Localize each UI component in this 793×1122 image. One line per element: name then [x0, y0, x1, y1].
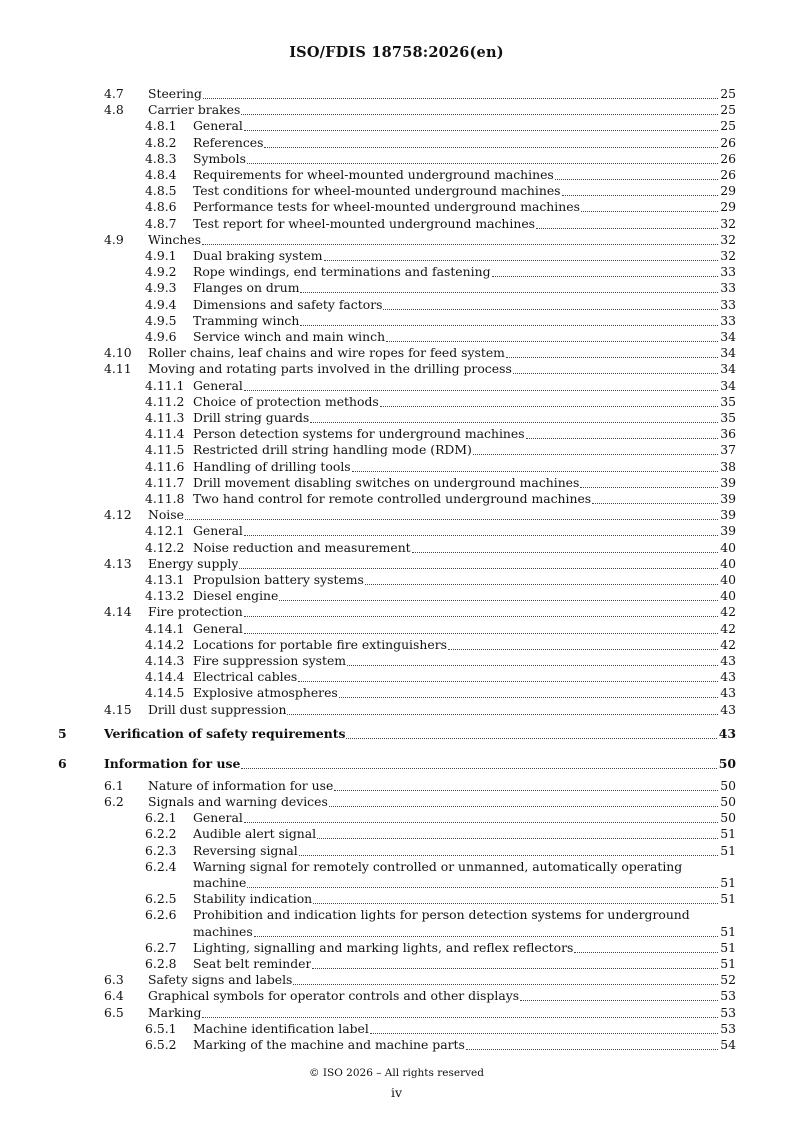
toc-entry-number: 4.13 [104, 555, 132, 571]
toc-entry-title: Carrier brakes [148, 102, 241, 118]
toc-entry-page: 51 [720, 923, 736, 939]
toc-entry-number: 4.9.3 [145, 280, 177, 296]
toc-entry-title: Winches [148, 231, 202, 247]
toc-entry-page: 53 [720, 1020, 736, 1036]
leader-dots [580, 486, 718, 488]
leader-dots [299, 854, 719, 856]
toc-entry-page: 26 [720, 167, 736, 182]
toc-entry-number: 4.9.2 [145, 264, 177, 280]
leader-dots [202, 243, 718, 245]
toc-entry-title: Marking of the machine and machine parts [193, 1037, 465, 1052]
toc-entry-page: 40 [720, 588, 736, 604]
toc-entry-number: 4.10 [104, 345, 132, 361]
toc-entry-page: 43 [720, 669, 736, 685]
leader-dots [247, 162, 718, 164]
toc-entry-title: Graphical symbols for operator controls and other displays [148, 988, 520, 1004]
toc-entry-title: Choice of protection methods [193, 393, 379, 409]
document-header: ISO/FDIS 18758:2026(en) [289, 44, 504, 61]
toc-entry-number: 4.12.2 [145, 539, 185, 555]
toc-entry-title: Drill string guards [193, 410, 310, 425]
toc-entry-number: 4.7 [104, 86, 124, 101]
toc-entry-page: 33 [720, 264, 736, 280]
toc-entry-title: Performance tests for wheel-mounted underground machines [193, 199, 580, 215]
leader-dots [247, 886, 718, 888]
toc-entry-title: Tramming winch [193, 312, 300, 328]
toc-entry-number: 4.14.4 [145, 669, 185, 685]
toc-entry-number: 4.14.3 [145, 653, 185, 668]
leader-dots [298, 680, 718, 682]
toc-entry-number: 6.5.1 [145, 1020, 177, 1036]
toc-entry-number: 6.5.2 [145, 1037, 177, 1052]
leader-dots [329, 805, 718, 807]
leader-dots [244, 534, 718, 536]
toc-entry-page: 39 [720, 491, 736, 506]
toc-entry-page: 43 [720, 653, 736, 668]
leader-dots [536, 227, 718, 229]
leader-dots [264, 146, 718, 148]
leader-dots [300, 324, 718, 326]
toc-entry-page: 34 [720, 377, 736, 393]
leader-dots [383, 308, 718, 310]
toc-entry-title: General [193, 377, 243, 393]
toc-entry-page: 54 [720, 1037, 736, 1052]
leader-dots [279, 599, 718, 601]
toc-entry-number: 4.14.2 [145, 636, 185, 652]
toc-entry-number: 6.2.4 [145, 858, 177, 874]
leader-dots [185, 518, 718, 520]
toc-entry-number: 4.8.4 [145, 167, 177, 182]
toc-entry-number: 4.14.5 [145, 685, 185, 701]
toc-entry-title: Prohibition and indication lights for person detection systems for underground [193, 907, 690, 923]
leader-dots [202, 1016, 718, 1018]
toc-entry-number: 6.2.6 [145, 907, 177, 923]
toc-entry-number: 6.2 [104, 794, 124, 809]
toc-entry-page: 43 [720, 701, 736, 717]
leader-dots [244, 821, 718, 823]
toc-entry-number: 6.2.2 [145, 826, 177, 842]
leader-dots [592, 502, 718, 504]
toc-entry-number: 4.8.1 [145, 118, 177, 134]
toc-entry-page: 50 [718, 755, 736, 771]
leader-dots [334, 789, 718, 791]
toc-entry-number: 4.9.4 [145, 296, 177, 312]
toc-entry-page: 40 [720, 555, 736, 571]
leader-dots [526, 437, 719, 439]
leader-dots [312, 967, 718, 969]
leader-dots [313, 902, 718, 904]
toc-entry-page: 34 [720, 345, 736, 361]
toc-entry-page: 42 [720, 636, 736, 652]
toc-entry-page: 33 [720, 280, 736, 296]
toc-entry-page: 38 [720, 458, 736, 474]
toc-entry-number: 6.2.5 [145, 891, 177, 907]
leader-dots [239, 567, 718, 569]
toc-entry-number: 6.2.3 [145, 842, 177, 858]
toc-entry-title: General [193, 118, 243, 134]
toc-entry-number: 4.11.3 [145, 410, 185, 425]
leader-dots [562, 194, 719, 196]
leader-dots [346, 737, 716, 739]
toc-entry-page: 51 [720, 842, 736, 858]
toc-entry-number: 6.1 [104, 777, 124, 793]
toc-entry-number: 4.11.5 [145, 442, 185, 458]
toc-entry-title: Audible alert signal [193, 826, 317, 842]
toc-entry-title: Reversing signal [193, 842, 298, 858]
toc-entry-title: Symbols [193, 150, 246, 166]
toc-entry-page: 51 [720, 956, 736, 971]
leader-dots [287, 713, 718, 715]
leader-dots [254, 935, 719, 937]
toc-entry-title: Diesel engine [193, 588, 279, 604]
toc-entry-number: 4.11.1 [145, 377, 185, 393]
toc-entry-number: 4.11.7 [145, 474, 185, 490]
toc-entry-page: 32 [720, 231, 736, 247]
leader-dots [310, 421, 718, 423]
leader-dots [300, 291, 718, 293]
toc-entry-title: Information for use [104, 755, 241, 771]
toc-entry-title: Requirements for wheel-mounted underground machines [193, 167, 554, 182]
toc-entry-title: Fire protection [148, 604, 243, 620]
toc-entry-title: Service winch and main winch [193, 329, 386, 344]
leader-dots [506, 356, 718, 358]
leader-dots [352, 470, 719, 472]
toc-entry-page: 53 [720, 1004, 736, 1020]
toc-entry-page: 51 [720, 826, 736, 842]
leader-dots [324, 259, 719, 261]
toc-entry-title: Test conditions for wheel-mounted underground machines [193, 183, 561, 199]
footer-copyright: © ISO 2026 – All rights reserved [309, 1067, 484, 1079]
toc-entry-title: Energy supply [148, 555, 239, 571]
toc-entry-number: 4.13.2 [145, 588, 185, 604]
toc-entry-page: 51 [720, 875, 736, 890]
toc-entry-number: 4.8.2 [145, 134, 177, 150]
leader-dots [244, 615, 719, 617]
leader-dots [386, 340, 718, 342]
toc-entry-title: Verification of safety requirements [104, 725, 346, 741]
toc-entry-page: 29 [720, 183, 736, 199]
toc-entry-title: Dimensions and safety factors [193, 296, 383, 312]
toc-entry-number: 4.9 [104, 231, 124, 247]
toc-entry-number: 4.15 [104, 701, 132, 717]
toc-entry-number: 4.13.1 [145, 572, 185, 587]
toc-entry-title: Locations for portable fire extinguishers [193, 636, 447, 652]
toc-entry-number: 4.14.1 [145, 620, 185, 636]
leader-dots [473, 453, 718, 455]
toc-entry-page: 32 [720, 215, 736, 231]
toc-entry-number: 6.5 [104, 1004, 124, 1020]
toc-entry-page: 51 [720, 891, 736, 907]
toc-entry-page: 39 [720, 507, 736, 523]
toc-entry-number: 4.8.3 [145, 150, 177, 166]
leader-dots [241, 113, 718, 115]
toc-entry-title: Handling of drilling tools [193, 458, 351, 474]
toc-entry-page: 51 [720, 939, 736, 955]
toc-entry-page: 29 [720, 199, 736, 215]
toc-entry-page: 34 [720, 361, 736, 377]
leader-dots [581, 210, 718, 212]
leader-dots [574, 951, 718, 953]
leader-dots [513, 372, 718, 374]
leader-dots [520, 999, 718, 1001]
leader-dots [492, 275, 719, 277]
toc-entry-title: Propulsion battery systems [193, 572, 364, 587]
leader-dots [244, 632, 718, 634]
toc-entry-page: 40 [720, 539, 736, 555]
toc-entry-page: 36 [720, 426, 736, 442]
leader-dots [466, 1048, 718, 1050]
toc-entry-page: 39 [720, 474, 736, 490]
toc-entry-title: Safety signs and labels [148, 972, 293, 988]
toc-entry-page: 52 [720, 972, 736, 988]
toc-entry-number: 4.9.1 [145, 248, 177, 263]
toc-entry-number: 4.12.1 [145, 523, 185, 539]
leader-dots [365, 583, 718, 585]
toc-entry-title: Moving and rotating parts involved in the drilling process [148, 361, 512, 377]
toc-entry-number: 4.11.2 [145, 393, 185, 409]
toc-entry-page: 50 [720, 777, 736, 793]
leader-dots [370, 1032, 718, 1034]
toc-entry-page: 43 [720, 685, 736, 701]
toc-entry-title: Test report for wheel-mounted underground machines [193, 215, 536, 231]
toc-entry-page: 33 [720, 312, 736, 328]
toc-entry-page: 37 [720, 442, 736, 458]
toc-entry-title: Two hand control for remote controlled underground machines [193, 491, 592, 506]
toc-entry-page: 42 [720, 604, 736, 620]
leader-dots [203, 97, 718, 99]
toc-entry-title: Flanges on drum [193, 280, 300, 296]
toc-entry-title: Explosive atmospheres [193, 685, 338, 701]
leader-dots [244, 129, 718, 131]
toc-entry-page: 25 [720, 118, 736, 134]
toc-entry-title: Restricted drill string handling mode (RDM) [193, 442, 472, 458]
toc-entry-page: 25 [720, 102, 736, 118]
toc-entry-number: 6.2.7 [145, 939, 177, 955]
toc-entry-title: Dual braking system [193, 248, 323, 263]
toc-entry-title: Drill dust suppression [148, 701, 287, 717]
toc-entry-title: Roller chains, leaf chains and wire ropes for feed system [148, 345, 505, 361]
leader-dots [241, 767, 716, 769]
toc-entry-page: 50 [720, 794, 736, 809]
toc-entry-number: 4.8 [104, 102, 124, 118]
toc-entry-number: 4.9.6 [145, 329, 177, 344]
toc-entry-page: 40 [720, 572, 736, 587]
toc-entry-number: 6.4 [104, 988, 124, 1004]
toc-entry-page: 53 [720, 988, 736, 1004]
toc-entry-page: 35 [720, 410, 736, 425]
toc-entry-number: 5 [58, 725, 67, 741]
leader-dots [448, 648, 718, 650]
toc-entry-number: 4.8.5 [145, 183, 177, 199]
toc-entry-page: 50 [720, 810, 736, 826]
leader-dots [412, 551, 719, 553]
toc-entry-page: 25 [720, 86, 736, 101]
toc-entry-page: 26 [720, 150, 736, 166]
toc-entry-title: Signals and warning devices [148, 794, 328, 809]
toc-entry-title: Warning signal for remotely controlled or unmanned, automatically operating [193, 858, 683, 874]
toc-entry-number: 4.11.4 [145, 426, 185, 442]
toc-entry-page: 33 [720, 296, 736, 312]
toc-entry-page: 43 [718, 725, 736, 741]
toc-entry-title: Person detection systems for underground machines [193, 426, 525, 442]
toc-entry-number: 4.11.8 [145, 491, 185, 506]
toc-entry-number: 6.3 [104, 972, 124, 988]
toc-entry-title: Drill movement disabling switches on underground machines [193, 474, 580, 490]
toc-entry-number: 4.11 [104, 361, 132, 377]
toc-entry-title: Fire suppression system [193, 653, 347, 668]
toc-entry-title: Noise [148, 507, 184, 523]
toc-entry-number: 4.9.5 [145, 312, 177, 328]
toc-entry-title: General [193, 523, 243, 539]
toc-entry-title: Noise reduction and measurement [193, 539, 411, 555]
toc-entry-title: Nature of information for use [148, 777, 334, 793]
leader-dots [555, 178, 718, 180]
leader-dots [339, 696, 718, 698]
footer-page-number: iv [390, 1085, 403, 1100]
toc-entry-title: Rope windings, end terminations and fastening [193, 264, 491, 280]
toc-entry-number: 4.8.7 [145, 215, 177, 231]
toc-entry-page: 35 [720, 393, 736, 409]
toc-entry-title: General [193, 810, 243, 826]
toc-entry-title-cont: machine [193, 875, 247, 890]
toc-entry-title: Marking [148, 1004, 202, 1020]
toc-entry-number: 6 [58, 755, 67, 771]
toc-entry-number: 4.8.6 [145, 199, 177, 215]
toc-entry-title: Stability indication [193, 891, 313, 907]
toc-entry-number: 4.14 [104, 604, 132, 620]
toc-entry-title: Electrical cables [193, 669, 298, 685]
toc-entry-title: Lighting, signalling and marking lights, and reflex reflectors [193, 939, 574, 955]
toc-entry-number: 6.2.1 [145, 810, 177, 826]
toc-entry-title: Steering [148, 86, 202, 101]
toc-entry-title-cont: machines [193, 923, 253, 939]
leader-dots [293, 983, 718, 985]
toc-entry-page: 26 [720, 134, 736, 150]
toc-entry-page: 34 [720, 329, 736, 344]
toc-entry-page: 42 [720, 620, 736, 636]
toc-entry-number: 4.11.6 [145, 458, 185, 474]
toc-entry-number: 6.2.8 [145, 956, 177, 971]
toc-entry-page: 32 [720, 248, 736, 263]
toc-entry-title: Machine identification label [193, 1020, 369, 1036]
leader-dots [380, 405, 718, 407]
toc-entry-title: References [193, 134, 264, 150]
toc-entry-title: General [193, 620, 243, 636]
toc-entry-title: Seat belt reminder [193, 956, 312, 971]
leader-dots [244, 389, 718, 391]
leader-dots [347, 664, 718, 666]
toc-entry-number: 4.12 [104, 507, 132, 523]
leader-dots [317, 837, 718, 839]
toc-entry-page: 39 [720, 523, 736, 539]
